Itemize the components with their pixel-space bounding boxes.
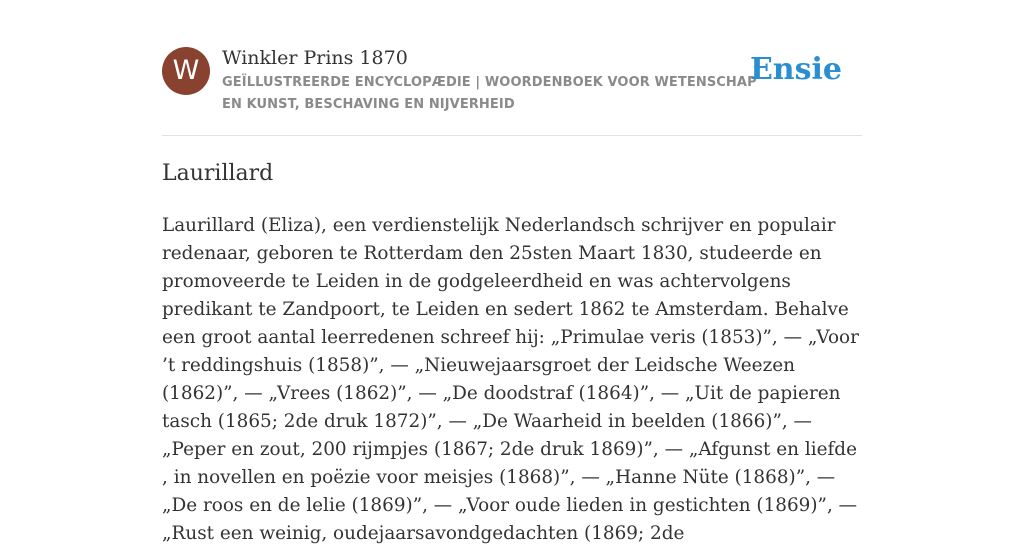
header-divider xyxy=(162,135,862,136)
source-title[interactable]: Winkler Prins 1870 xyxy=(222,47,408,69)
entry-body: Laurillard (Eliza), een verdienstelijk Nederlandsch schrijver en populair redenaar, geboren te Rotterdam den 25sten Maart 1830, studeerde en promoveerde te Leiden in de godgeleerdheid en was achtervolgens predikant te Zandpoort, te Leiden en sedert 1862 te Amsterdam. Behalve een groot aantal leerredenen schreef hij: „Primulae veris (1853)”, — „Voor ’t reddingshuis (1858)”, — „Nieuwejaarsgroet der Leidsche Weezen (1862)”, — „Vrees (1862)”, — „De doodstraf (1864)”, — „Uit de papieren tasch (1865; 2de druk 1872)”, — „De Waarheid in beelden (1866)”, — „Peper en zout, 200 rijmpjes (1867; 2de druk 1869)”, — „Afgunst en liefde , in novellen en poëzie voor meisjes (1868)”, — „Hanne Nüte (1868)”, — „De roos en de lelie (1869)”, — „Voor oude lieden in gestichten (1869)”, — „Rust een weinig, oudejaarsavondgedachten (1869; 2de xyxy=(162,215,859,544)
source-subtitle: GEÏLLUSTREERDE ENCYCLOPÆDIE | WOORDENBOEK VOOR WETENSCHAP EN KUNST, BESCHAVING EN NIJVERHEID xyxy=(222,75,757,112)
source-avatar[interactable]: W xyxy=(162,47,210,95)
source-header xyxy=(162,46,862,136)
ensie-logo[interactable]: Ensie xyxy=(749,52,842,87)
entry-title: Laurillard xyxy=(162,161,274,186)
